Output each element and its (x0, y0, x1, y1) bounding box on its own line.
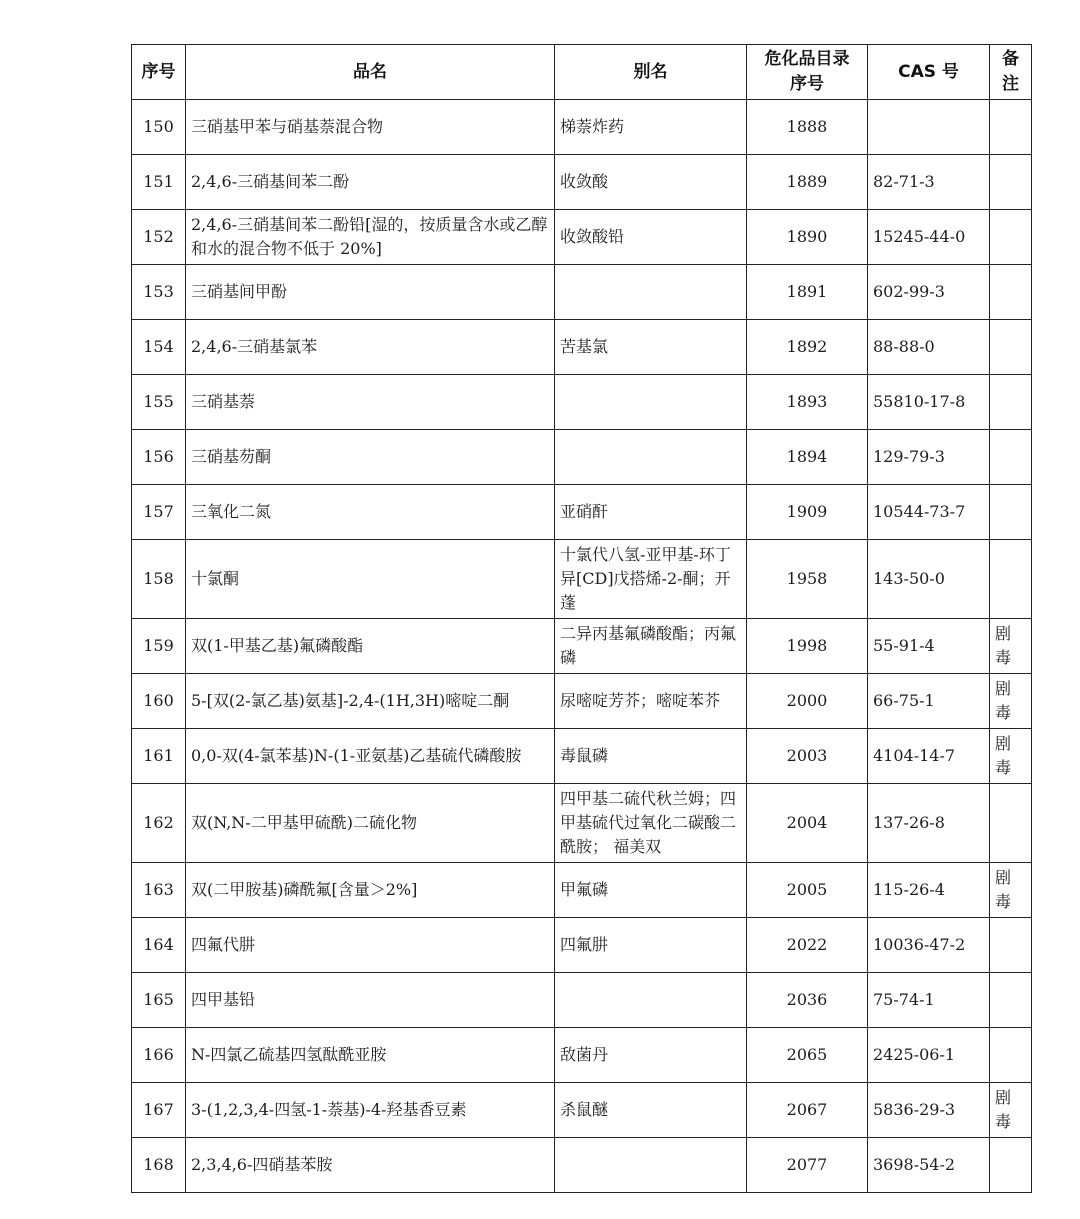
cell-catalog-no: 1890 (747, 210, 868, 265)
cell-seq: 153 (132, 265, 186, 320)
cell-seq: 156 (132, 430, 186, 485)
cell-seq: 151 (132, 155, 186, 210)
cell-alias: 敌菌丹 (555, 1028, 747, 1083)
table-row (132, 619, 1032, 674)
cell-cas: 15245-44-0 (868, 210, 990, 265)
cell-cas: 66-75-1 (868, 674, 990, 729)
table-row (132, 863, 1032, 918)
cell-seq: 161 (132, 729, 186, 784)
cell-alias: 十氯代八氢-亚甲基-环丁异[CD]戊搭烯-2-酮；开蓬 (555, 540, 747, 619)
cell-note (990, 485, 1032, 540)
table-row (132, 1083, 1032, 1138)
cell-note (990, 540, 1032, 619)
table-row (132, 210, 1032, 265)
cell-cas: 55-91-4 (868, 619, 990, 674)
header-seq: 序号 (132, 45, 186, 100)
cell-name: 三硝基萘 (186, 375, 555, 430)
cell-alias: 二异丙基氟磷酸酯；丙氟磷 (555, 619, 747, 674)
cell-catalog-no: 2065 (747, 1028, 868, 1083)
cell-note: 剧毒 (990, 1083, 1032, 1138)
cell-seq: 164 (132, 918, 186, 973)
cell-catalog-no: 1888 (747, 100, 868, 155)
cell-catalog-no: 2003 (747, 729, 868, 784)
cell-alias: 收敛酸铅 (555, 210, 747, 265)
cell-alias: 四氟肼 (555, 918, 747, 973)
cell-name: 三硝基甲苯与硝基萘混合物 (186, 100, 555, 155)
cell-catalog-no: 2022 (747, 918, 868, 973)
cell-name: 四甲基铅 (186, 973, 555, 1028)
cell-seq: 155 (132, 375, 186, 430)
cell-cas: 82-71-3 (868, 155, 990, 210)
table-row (132, 375, 1032, 430)
cell-catalog-no: 2067 (747, 1083, 868, 1138)
cell-name: 2,4,6-三硝基间苯二酚铅[湿的，按质量含水或乙醇和水的混合物不低于 20%] (186, 210, 555, 265)
cell-seq: 150 (132, 100, 186, 155)
cell-alias (555, 1138, 747, 1193)
cell-cas: 137-26-8 (868, 784, 990, 863)
cell-alias: 亚硝酐 (555, 485, 747, 540)
cell-alias (555, 265, 747, 320)
cell-seq: 154 (132, 320, 186, 375)
cell-name: 十氯酮 (186, 540, 555, 619)
cell-catalog-no: 2005 (747, 863, 868, 918)
cell-cas (868, 100, 990, 155)
cell-cas: 75-74-1 (868, 973, 990, 1028)
cell-alias: 甲氟磷 (555, 863, 747, 918)
table-header-row (132, 45, 1032, 100)
header-note: 备 注 (990, 45, 1032, 100)
cell-note (990, 155, 1032, 210)
cell-seq: 159 (132, 619, 186, 674)
table-row (132, 430, 1032, 485)
header-cas: CAS 号 (868, 45, 990, 100)
cell-name: 双(1-甲基乙基)氟磷酸酯 (186, 619, 555, 674)
table-row (132, 540, 1032, 619)
cell-note: 剧毒 (990, 729, 1032, 784)
cell-catalog-no: 2036 (747, 973, 868, 1028)
cell-cas: 88-88-0 (868, 320, 990, 375)
cell-note (990, 375, 1032, 430)
table-row (132, 1028, 1032, 1083)
cell-name: 2,3,4,6-四硝基苯胺 (186, 1138, 555, 1193)
cell-name: 2,4,6-三硝基间苯二酚 (186, 155, 555, 210)
header-catalog-no: 危化品目录 序号 (747, 45, 868, 100)
table-row (132, 918, 1032, 973)
cell-cas: 115-26-4 (868, 863, 990, 918)
table-row (132, 973, 1032, 1028)
cell-seq: 157 (132, 485, 186, 540)
table-row (132, 784, 1032, 863)
cell-seq: 162 (132, 784, 186, 863)
table-row (132, 674, 1032, 729)
table-body (132, 100, 1032, 1193)
cell-catalog-no: 1958 (747, 540, 868, 619)
cell-cas: 5836-29-3 (868, 1083, 990, 1138)
cell-name: 双(N,N-二甲基甲硫酰)二硫化物 (186, 784, 555, 863)
cell-name: 三氧化二氮 (186, 485, 555, 540)
cell-name: 三硝基芴酮 (186, 430, 555, 485)
cell-name: N-四氯乙硫基四氢酞酰亚胺 (186, 1028, 555, 1083)
cell-catalog-no: 1891 (747, 265, 868, 320)
cell-seq: 163 (132, 863, 186, 918)
cell-note (990, 100, 1032, 155)
cell-seq: 152 (132, 210, 186, 265)
cell-note (990, 1028, 1032, 1083)
table-row (132, 729, 1032, 784)
table-row (132, 265, 1032, 320)
cell-catalog-no: 1998 (747, 619, 868, 674)
cell-note: 剧毒 (990, 619, 1032, 674)
cell-note (990, 1138, 1032, 1193)
cell-alias: 收敛酸 (555, 155, 747, 210)
cell-name: 0,0-双(4-氯苯基)N-(1-亚氨基)乙基硫代磷酸胺 (186, 729, 555, 784)
cell-note (990, 784, 1032, 863)
cell-alias: 杀鼠醚 (555, 1083, 747, 1138)
cell-note: 剧毒 (990, 674, 1032, 729)
cell-cas: 10544-73-7 (868, 485, 990, 540)
table-row (132, 100, 1032, 155)
cell-cas: 3698-54-2 (868, 1138, 990, 1193)
cell-alias: 尿嘧啶芳芥；嘧啶苯芥 (555, 674, 747, 729)
cell-name: 5-[双(2-氯乙基)氨基]-2,4-(1H,3H)嘧啶二酮 (186, 674, 555, 729)
cell-name: 四氟代肼 (186, 918, 555, 973)
cell-alias (555, 973, 747, 1028)
cell-note (990, 320, 1032, 375)
cell-note (990, 430, 1032, 485)
cell-alias: 苦基氯 (555, 320, 747, 375)
cell-note (990, 265, 1032, 320)
table-row (132, 1138, 1032, 1193)
cell-note (990, 973, 1032, 1028)
table-row (132, 485, 1032, 540)
cell-note: 剧毒 (990, 863, 1032, 918)
header-alias: 别名 (555, 45, 747, 100)
cell-catalog-no: 1892 (747, 320, 868, 375)
table-row (132, 155, 1032, 210)
cell-catalog-no: 2004 (747, 784, 868, 863)
cell-seq: 165 (132, 973, 186, 1028)
cell-note (990, 210, 1032, 265)
cell-catalog-no: 2077 (747, 1138, 868, 1193)
cell-cas: 143-50-0 (868, 540, 990, 619)
hazardous-chemicals-table (131, 44, 1032, 1193)
cell-seq: 168 (132, 1138, 186, 1193)
cell-alias: 四甲基二硫代秋兰姆；四甲基硫代过氧化二碳酸二酰胺； 福美双 (555, 784, 747, 863)
cell-catalog-no: 1909 (747, 485, 868, 540)
cell-note (990, 918, 1032, 973)
cell-name: 双(二甲胺基)磷酰氟[含量＞2%] (186, 863, 555, 918)
cell-alias (555, 430, 747, 485)
cell-catalog-no: 1893 (747, 375, 868, 430)
cell-cas: 2425-06-1 (868, 1028, 990, 1083)
cell-alias (555, 375, 747, 430)
cell-alias: 毒鼠磷 (555, 729, 747, 784)
header-name: 品名 (186, 45, 555, 100)
table-row (132, 320, 1032, 375)
cell-catalog-no: 1889 (747, 155, 868, 210)
cell-alias: 梯萘炸药 (555, 100, 747, 155)
cell-seq: 166 (132, 1028, 186, 1083)
cell-catalog-no: 2000 (747, 674, 868, 729)
cell-catalog-no: 1894 (747, 430, 868, 485)
cell-name: 三硝基间甲酚 (186, 265, 555, 320)
cell-seq: 158 (132, 540, 186, 619)
cell-cas: 602-99-3 (868, 265, 990, 320)
cell-cas: 55810-17-8 (868, 375, 990, 430)
cell-name: 2,4,6-三硝基氯苯 (186, 320, 555, 375)
cell-seq: 167 (132, 1083, 186, 1138)
cell-seq: 160 (132, 674, 186, 729)
cell-cas: 129-79-3 (868, 430, 990, 485)
cell-cas: 10036-47-2 (868, 918, 990, 973)
cell-name: 3-(1,2,3,4-四氢-1-萘基)-4-羟基香豆素 (186, 1083, 555, 1138)
cell-cas: 4104-14-7 (868, 729, 990, 784)
